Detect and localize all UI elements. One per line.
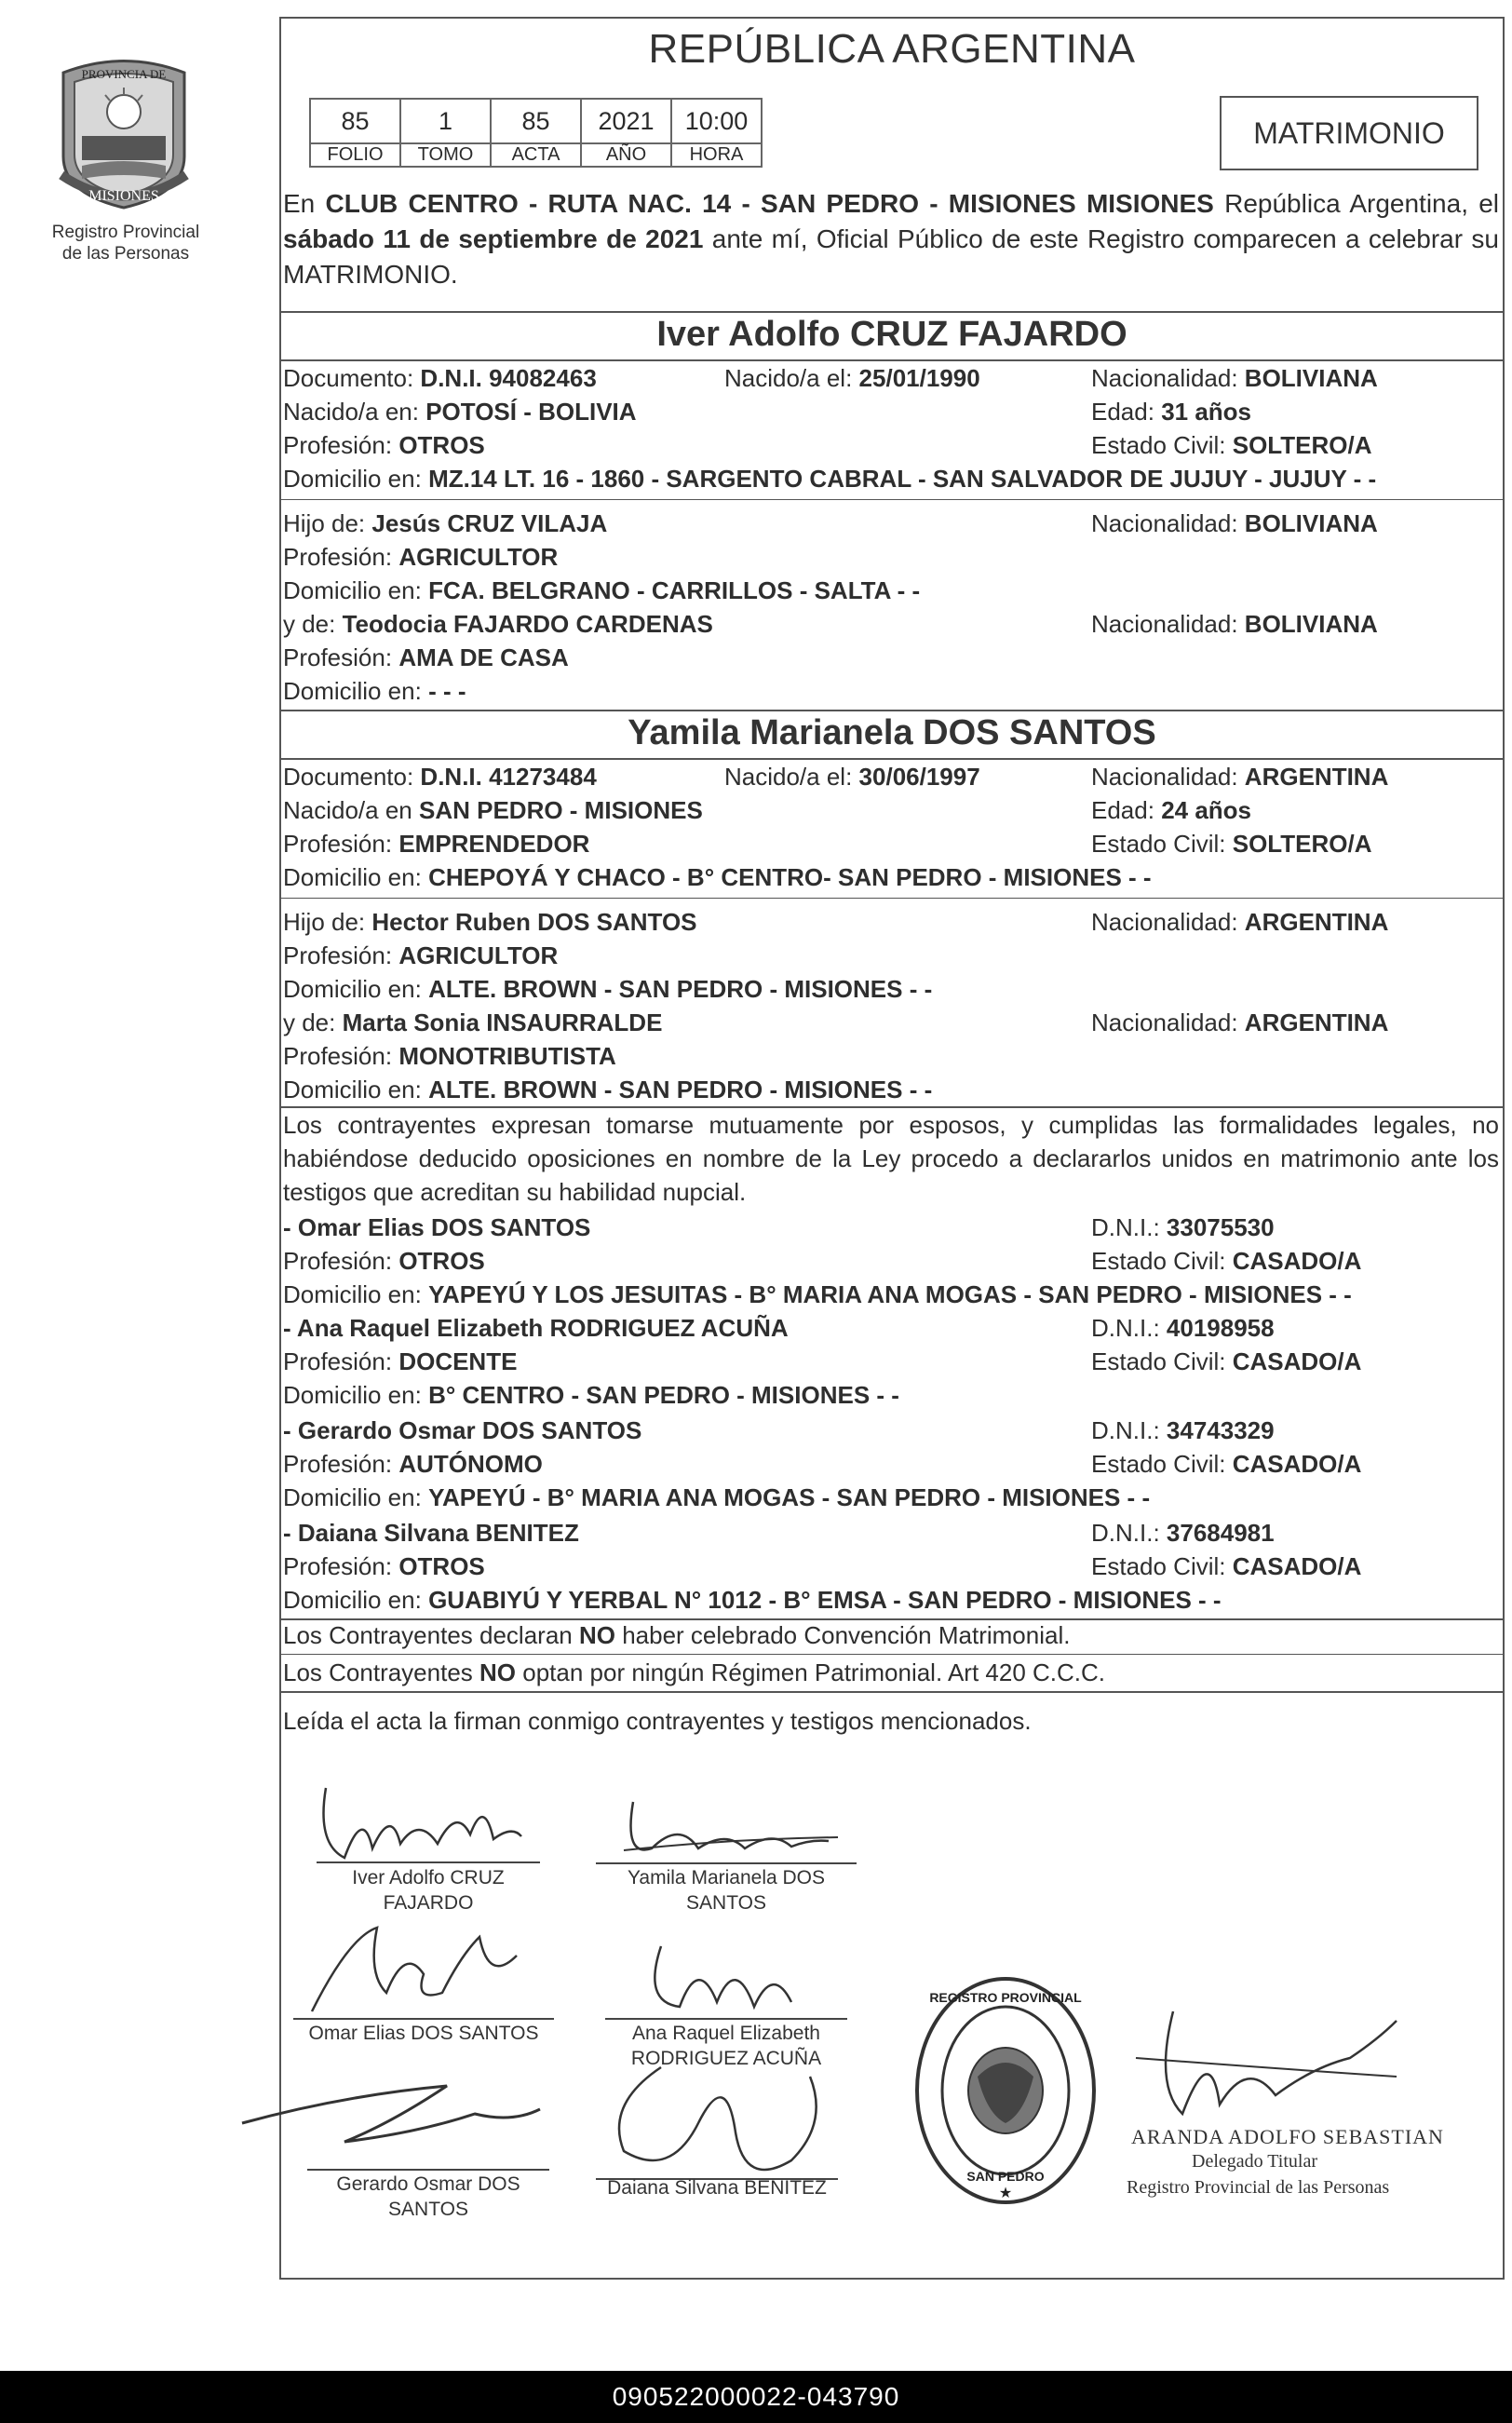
value: - Ana Raquel Elizabeth RODRIGUEZ ACUÑA [283, 1314, 789, 1342]
value: ARGENTINA [1244, 1008, 1389, 1036]
label: Estado Civil: [1091, 1347, 1226, 1375]
label: Nacido/a en [283, 796, 412, 824]
witness1-name [283, 1212, 590, 1242]
value: 31 años [1161, 398, 1252, 426]
value: D.N.I. 41273484 [420, 763, 597, 791]
value: SAN PEDRO - MISIONES [419, 796, 703, 824]
label: Profesión: [283, 941, 393, 969]
value: ARGENTINA [1244, 763, 1389, 791]
value: OTROS [398, 431, 485, 459]
witness4-profession [283, 1551, 485, 1581]
label: Profesión: [283, 431, 393, 459]
signature-spouse1 [307, 1769, 549, 1872]
country-title: REPÚBLICA ARGENTINA [648, 26, 1136, 72]
witness4-civil-status [1091, 1551, 1361, 1581]
value: ARGENTINA [1244, 908, 1389, 936]
label: y de: [283, 1008, 336, 1036]
closing-statement: Leída el acta la firman conmigo contrayentes y testigos mencionados. [283, 1707, 1032, 1735]
svg-text:PROVINCIA DE: PROVINCIA DE [81, 67, 167, 81]
spouse2-mother-nationality [1091, 1008, 1388, 1037]
value: CASADO/A [1232, 1247, 1362, 1275]
officer-name: ARANDA ADOLFO SEBASTIAN [1131, 2125, 1444, 2148]
value: YAPEYÚ Y LOS JESUITAS - B° MARIA ANA MOGAS - SAN PEDRO - MISIONES - - [428, 1280, 1352, 1308]
value: AMA DE CASA [398, 643, 569, 671]
spouse1-birthplace [283, 397, 637, 426]
text: optan por ningún Régimen Patrimonial. Art 420 C.C.C. [516, 1658, 1106, 1686]
anio-label: AÑO [581, 143, 671, 167]
official-seal-stamp [912, 1974, 1099, 2207]
divider [279, 1654, 1505, 1655]
label: Estado Civil: [1091, 1450, 1226, 1478]
witness2-civil-status [1091, 1347, 1361, 1376]
spouse2-address [283, 862, 1152, 892]
label: Nacido/a en: [283, 398, 419, 426]
witness2-address [283, 1380, 899, 1410]
value: OTROS [398, 1552, 485, 1580]
divider [279, 1691, 1505, 1693]
spouse2-mother-address [283, 1075, 932, 1104]
spouse2-mother [283, 1008, 662, 1037]
label: Domicilio en: [283, 863, 422, 891]
svg-text:SAN PEDRO: SAN PEDRO [966, 2169, 1045, 2184]
divider [279, 359, 1505, 361]
act-type-box: MATRIMONIO [1220, 96, 1478, 170]
value: D.N.I. 94082463 [420, 364, 597, 392]
spouse2-father-nationality [1091, 907, 1388, 937]
value: OTROS [398, 1247, 485, 1275]
value: DOCENTE [398, 1347, 518, 1375]
spouse1-father [283, 508, 607, 538]
label: Nacionalidad: [1091, 1008, 1238, 1036]
divider [279, 898, 1505, 899]
emphasis: NO [479, 1658, 517, 1686]
label: Nacionalidad: [1091, 610, 1238, 638]
spouse2-nationality [1091, 762, 1388, 792]
signature-witness4 [587, 2049, 847, 2188]
spouse1-address [283, 464, 1376, 494]
label: Documento: [283, 763, 414, 791]
tomo-label: TOMO [400, 143, 491, 167]
value: YAPEYÚ - B° MARIA ANA MOGAS - SAN PEDRO - MISIONES - - [428, 1483, 1151, 1511]
label: Estado Civil: [1091, 830, 1226, 858]
label: Nacionalidad: [1091, 763, 1238, 791]
spouse1-document [283, 363, 597, 393]
witness3-name [283, 1415, 641, 1445]
spouse1-father-address [283, 575, 920, 605]
witness4-dni [1091, 1518, 1275, 1548]
folio-value: 85 [310, 99, 400, 143]
line: RODRIGUEZ ACUÑA [630, 2048, 822, 2069]
svg-text:REGISTRO PROVINCIAL: REGISTRO PROVINCIAL [929, 1990, 1082, 2005]
document-code: 090522000022-043790 [612, 2382, 900, 2411]
label: Domicilio en: [283, 975, 422, 1003]
folio-label: FOLIO [310, 143, 400, 167]
line: Ana Raquel Elizabeth [632, 2023, 820, 2044]
spouse2-father [283, 907, 697, 937]
line: Gerardo Osmar DOS [336, 2173, 520, 2195]
spouse1-birthdate [724, 363, 980, 393]
label: Profesión: [283, 830, 393, 858]
witness4-address [283, 1585, 1222, 1615]
label: Documento: [283, 364, 414, 392]
line: FAJARDO [383, 1892, 474, 1914]
folio-table [309, 98, 763, 168]
spouse1-name: Iver Adolfo CRUZ FAJARDO [656, 315, 1127, 354]
hora-value: 10:00 [671, 99, 762, 143]
registry-caption-line1: Registro Provincial [51, 223, 200, 242]
spouse1-profession [283, 430, 485, 460]
spouse2-birthplace [283, 795, 703, 825]
signature-witness1 [293, 1918, 554, 2025]
spouse2-profession [283, 829, 589, 859]
value: BOLIVIANA [1244, 610, 1378, 638]
label: Domicilio en: [283, 1586, 422, 1614]
label: Estado Civil: [1091, 1552, 1226, 1580]
spouse1-mother-address [283, 676, 466, 706]
ceremony-place: CLUB CENTRO - RUTA NAC. 14 - SAN PEDRO - MISIONES MISIONES [325, 189, 1214, 218]
text: Los Contrayentes declaran [283, 1621, 579, 1649]
value: MZ.14 LT. 16 - 1860 - SARGENTO CABRAL - SAN SALVADOR DE JUJUY - JUJUY - - [428, 465, 1377, 493]
divider [279, 499, 1505, 500]
intro-text-3: ante mí, Oficial Público de este Registro comparecen a celebrar su MATRIMONIO. [283, 224, 1499, 289]
divider [279, 311, 1505, 313]
acta-label: ACTA [491, 143, 581, 167]
value: EMPRENDEDOR [398, 830, 590, 858]
label: Domicilio en: [283, 1076, 422, 1103]
witness2-dni [1091, 1313, 1275, 1343]
value: BOLIVIANA [1244, 364, 1378, 392]
label: Profesión: [283, 1450, 393, 1478]
hora-label: HORA [671, 143, 762, 167]
signature-witness2 [605, 1918, 847, 2025]
svg-text:MISIONES: MISIONES [88, 188, 159, 204]
intro-paragraph [283, 186, 1499, 292]
label: Nacionalidad: [1091, 509, 1238, 537]
spouse2-father-profession [283, 941, 558, 970]
value: - Daiana Silvana BENITEZ [283, 1519, 579, 1547]
label: Domicilio en: [283, 1381, 422, 1409]
value: 30/06/1997 [858, 763, 980, 791]
label: Profesión: [283, 1347, 393, 1375]
spouse2-document [283, 762, 597, 792]
witness3-address [283, 1482, 1150, 1512]
spouse1-father-nationality [1091, 508, 1378, 538]
label: Domicilio en: [283, 1483, 422, 1511]
spouse2-father-address [283, 974, 932, 1004]
label: D.N.I.: [1091, 1416, 1160, 1444]
signature-witness3 [233, 2067, 559, 2179]
witness2-profession [283, 1347, 517, 1376]
spouse1-mother-nationality [1091, 609, 1378, 639]
value: AGRICULTOR [398, 543, 559, 571]
label: Profesión: [283, 643, 393, 671]
label: D.N.I.: [1091, 1519, 1160, 1547]
label: Hijo de: [283, 509, 366, 537]
label: y de: [283, 610, 336, 638]
label: Domicilio en: [283, 465, 422, 493]
spouse2-age [1091, 795, 1251, 825]
value: 25/01/1990 [858, 364, 980, 392]
witness4-name [283, 1518, 579, 1548]
witness1-civil-status [1091, 1246, 1361, 1276]
value: CASADO/A [1232, 1552, 1362, 1580]
signature-spouse1-label [307, 1865, 549, 1915]
label: Domicilio en: [283, 1280, 422, 1308]
officer-organization: Registro Provincial de las Personas [1127, 2177, 1390, 2198]
value: MONOTRIBUTISTA [398, 1042, 616, 1070]
line: Iver Adolfo CRUZ [352, 1867, 505, 1888]
line: SANTOS [388, 2199, 468, 2220]
label: Nacionalidad: [1091, 908, 1238, 936]
label: Profesión: [283, 1042, 393, 1070]
value: CASADO/A [1232, 1347, 1362, 1375]
value: FCA. BELGRANO - CARRILLOS - SALTA - - [428, 576, 921, 604]
label: Nacionalidad: [1091, 364, 1238, 392]
value: 40198958 [1166, 1314, 1275, 1342]
registry-caption [28, 222, 223, 264]
line: SANTOS [686, 1892, 766, 1914]
label: D.N.I.: [1091, 1213, 1160, 1241]
emphasis: NO [578, 1621, 615, 1649]
value: 33075530 [1166, 1213, 1275, 1241]
anio-value: 2021 [581, 99, 671, 143]
label: Domicilio en: [283, 677, 422, 705]
acta-value: 85 [491, 99, 581, 143]
witness1-address [283, 1279, 1352, 1309]
spouse1-nationality [1091, 363, 1378, 393]
spouse1-father-profession [283, 542, 558, 572]
value: 24 años [1161, 796, 1252, 824]
label: Edad: [1091, 398, 1154, 426]
label: Nacido/a el: [724, 364, 853, 392]
value: GUABIYÚ Y YERBAL N° 1012 - B° EMSA - SAN PEDRO - MISIONES - - [428, 1586, 1222, 1614]
line: Yamila Marianela DOS [627, 1867, 826, 1888]
value: POTOSÍ - BOLIVIA [425, 398, 637, 426]
signature-officer [1117, 2002, 1415, 2132]
spouse1-age [1091, 397, 1251, 426]
label: Domicilio en: [283, 576, 422, 604]
spouse1-mother [283, 609, 713, 639]
divider [279, 710, 1505, 711]
text: Los Contrayentes [283, 1658, 480, 1686]
value: AUTÓNOMO [398, 1450, 543, 1478]
convention-statement [283, 1620, 1070, 1650]
witness3-profession [283, 1449, 543, 1479]
witness1-dni [1091, 1212, 1275, 1242]
witness3-dni [1091, 1415, 1275, 1445]
value: ALTE. BROWN - SAN PEDRO - MISIONES - - [428, 1076, 933, 1103]
value: CASADO/A [1232, 1450, 1362, 1478]
witness2-name [283, 1313, 789, 1343]
value: SOLTERO/A [1232, 431, 1372, 459]
value: - Omar Elias DOS SANTOS [283, 1213, 591, 1241]
signature-spouse2-label [596, 1865, 857, 1915]
witness3-civil-status [1091, 1449, 1361, 1479]
value: 37684981 [1166, 1519, 1275, 1547]
regime-statement [283, 1658, 1105, 1687]
value: Jesús CRUZ VILAJA [371, 509, 608, 537]
label: D.N.I.: [1091, 1314, 1160, 1342]
label: Hijo de: [283, 908, 366, 936]
value: - - - [428, 677, 466, 705]
svg-text:★: ★ [998, 2186, 1013, 2201]
spouse2-mother-profession [283, 1041, 616, 1071]
value: - Gerardo Osmar DOS SANTOS [283, 1416, 642, 1444]
spouse2-civil-status [1091, 829, 1371, 859]
label: Nacido/a el: [724, 763, 853, 791]
signature-witness1-label: Omar Elias DOS SANTOS [308, 2023, 539, 2044]
signature-witness3-label [307, 2172, 549, 2222]
misiones-coat-of-arms-logo [54, 54, 194, 212]
value: B° CENTRO - SAN PEDRO - MISIONES - - [428, 1381, 899, 1409]
signature-witness4-label: Daiana Silvana BENITEZ [607, 2177, 827, 2199]
declaration-paragraph: Los contrayentes expresan tomarse mutuamente por esposos, y cumplidas las formalidades legales, no habiéndose deducido oposiciones en nombre de la Ley procedo a declararlos unidos en matrimonio ante los testigos que acreditan su habilidad nupcial. [283, 1111, 1499, 1206]
label: Profesión: [283, 1247, 393, 1275]
value: CHEPOYÁ Y CHACO - B° CENTRO- SAN PEDRO - MISIONES - - [428, 863, 1152, 891]
tomo-value: 1 [400, 99, 491, 143]
value: Marta Sonia INSAURRALDE [342, 1008, 663, 1036]
signature-spouse2 [596, 1783, 857, 1872]
value: 34743329 [1166, 1416, 1275, 1444]
value: Teodocia FAJARDO CARDENAS [342, 610, 713, 638]
label: Estado Civil: [1091, 431, 1226, 459]
value: SOLTERO/A [1232, 830, 1372, 858]
text: haber celebrado Convención Matrimonial. [614, 1621, 1071, 1649]
divider [279, 758, 1505, 760]
witness1-profession [283, 1246, 485, 1276]
value: AGRICULTOR [398, 941, 559, 969]
label: Edad: [1091, 796, 1154, 824]
label: Profesión: [283, 543, 393, 571]
value: ALTE. BROWN - SAN PEDRO - MISIONES - - [428, 975, 933, 1003]
officer-role: Delegado Titular [1192, 2151, 1317, 2172]
intro-text-1: En [283, 189, 326, 218]
spouse2-name: Yamila Marianela DOS SANTOS [628, 713, 1156, 752]
ceremony-date: sábado 11 de septiembre de 2021 [283, 224, 704, 253]
label: Profesión: [283, 1552, 393, 1580]
registry-caption-line2: de las Personas [61, 244, 190, 264]
value: BOLIVIANA [1244, 509, 1378, 537]
spouse2-birthdate [724, 762, 980, 792]
value: Hector Ruben DOS SANTOS [371, 908, 697, 936]
spouse1-civil-status [1091, 430, 1371, 460]
spouse1-mother-profession [283, 643, 569, 672]
intro-text-2: República Argentina, el [1213, 189, 1500, 218]
label: Estado Civil: [1091, 1247, 1226, 1275]
